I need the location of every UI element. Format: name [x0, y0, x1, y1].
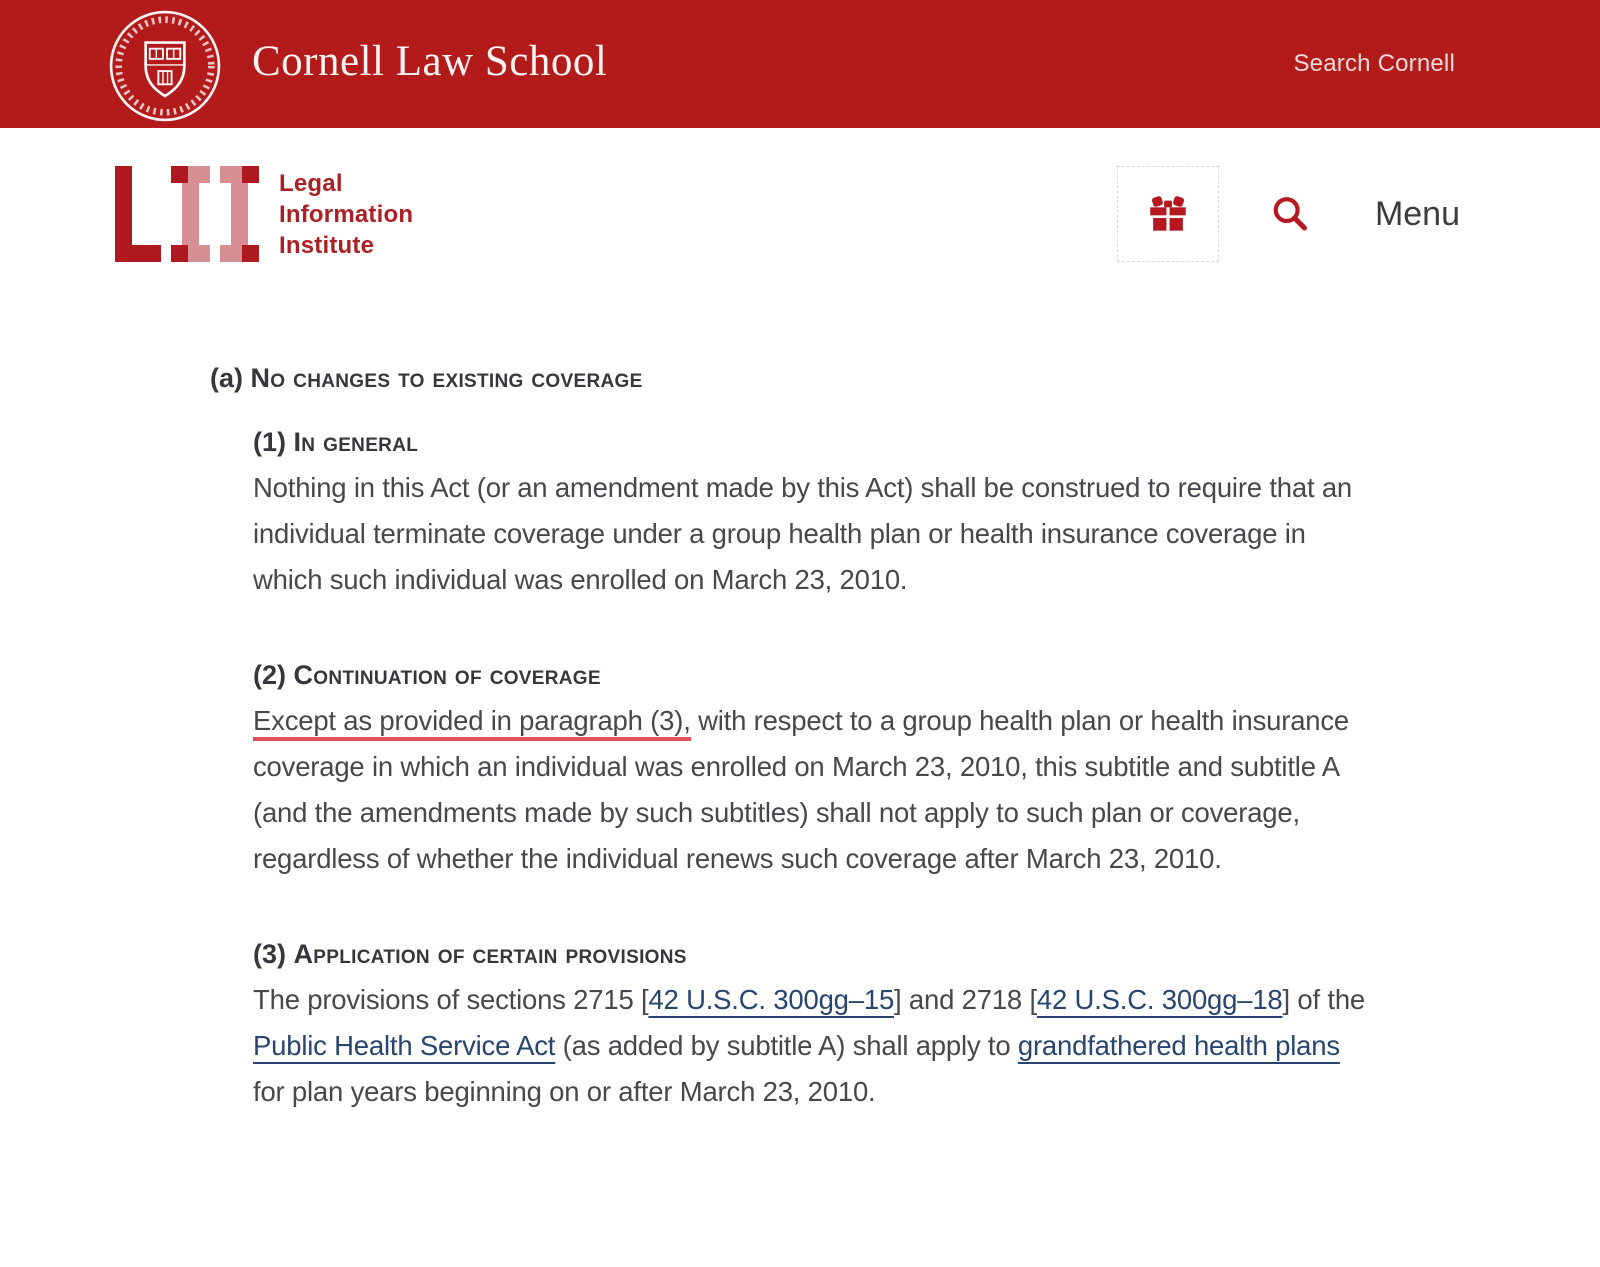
section-number: (1)	[253, 427, 294, 457]
lii-wordmark-line2: Information	[279, 200, 414, 228]
lii-logo-letters	[115, 166, 259, 262]
statute-run: The provisions of sections 2715 [	[253, 984, 649, 1015]
usc-cross-reference-link[interactable]: 42 U.S.C. 300gg–18	[1036, 984, 1283, 1015]
lii-wordmark-line3: Institute	[279, 231, 375, 259]
statute-run: for plan years beginning on or after March 23, 2010.	[253, 1076, 876, 1107]
section-title: Application of certain provisions	[293, 939, 687, 969]
lii-wordmark-line1: Legal	[279, 169, 343, 197]
lii-letter-i2	[220, 166, 259, 262]
section-title: No changes to existing coverage	[250, 363, 643, 393]
header-actions	[1117, 166, 1460, 262]
statute-section-2	[253, 657, 1375, 882]
statute-run: ] and 2718 [	[894, 984, 1037, 1015]
lii-wordmark	[279, 168, 413, 261]
statute-section-a	[210, 360, 1375, 396]
lii-letter-l	[115, 166, 161, 262]
section-heading	[253, 424, 1375, 460]
search-button[interactable]	[1261, 185, 1319, 243]
statute-run: Nothing in this Act (or an amendment made by this Act) shall be construed to require that an individual terminate coverage under a group health plan or health insurance coverage in which such individual was enrolled on March 23, 2010.	[253, 472, 1353, 595]
statute-section-3	[253, 936, 1375, 1115]
section-title: In general	[293, 427, 419, 457]
statute-text	[210, 360, 1375, 1115]
statute-run: (as added by subtitle A) shall apply to	[555, 1030, 1018, 1061]
section-title: Continuation of coverage	[293, 660, 601, 690]
statute-paragraph	[253, 698, 1373, 882]
section-number: (2)	[253, 660, 294, 690]
gift-icon	[1148, 194, 1188, 234]
lii-header	[0, 128, 1600, 300]
donate-button[interactable]	[1117, 166, 1219, 262]
section-heading	[253, 936, 1375, 972]
search-icon	[1270, 194, 1310, 234]
menu-button[interactable]: Menu	[1374, 194, 1460, 233]
statute-paragraph	[253, 465, 1373, 603]
section-heading	[210, 360, 1375, 396]
section-number: (a)	[210, 363, 251, 393]
statute-run: with respect to a group health plan or health insurance coverage in which an individual was enrolled on March 23, 2010, this subtitle and subtitle A (and the amendments made by such subtitles) shall not apply to such plan or coverage, regardless of whether the individual renews such coverage after March 23, 2010.	[253, 705, 1350, 874]
cornell-banner	[0, 0, 1600, 128]
paragraph-reference-link[interactable]: Except as provided in paragraph (3),	[253, 705, 691, 741]
cornell-law-school-title[interactable]: Cornell Law School	[252, 37, 608, 85]
statute-paragraph	[253, 977, 1373, 1115]
cornell-seal-icon[interactable]	[108, 9, 222, 123]
statute-section-1	[253, 424, 1375, 603]
usc-cross-reference-link[interactable]: 42 U.S.C. 300gg–15	[648, 984, 895, 1015]
section-number: (3)	[253, 939, 294, 969]
usc-cross-reference-link[interactable]: Public Health Service Act	[253, 1030, 556, 1061]
statute-run: ] of the	[1282, 984, 1366, 1015]
search-cornell-link[interactable]: Search Cornell	[1293, 50, 1455, 77]
section-heading	[253, 657, 1375, 693]
lii-logo[interactable]	[115, 166, 413, 262]
lii-letter-i1	[171, 166, 210, 262]
usc-cross-reference-link[interactable]: grandfathered health plans	[1017, 1030, 1340, 1061]
